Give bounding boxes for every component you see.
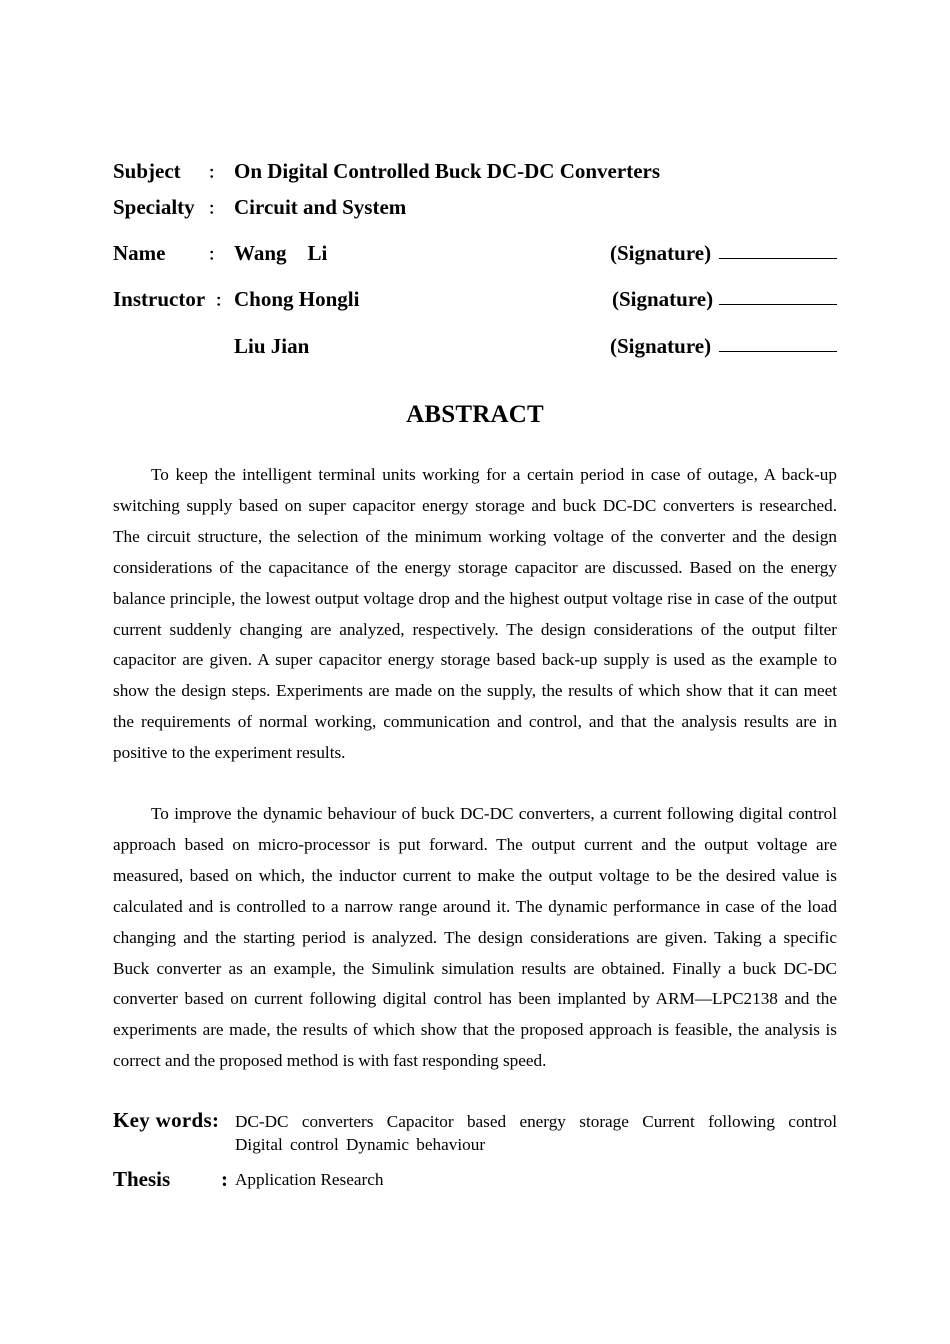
thesis-colon: :: [221, 1167, 228, 1191]
name-signature-line: [719, 240, 837, 259]
name-colon: ：: [208, 247, 225, 264]
instructor-colon: ：: [215, 293, 232, 310]
instructor-2-signature-line: [719, 333, 837, 352]
name-label: Name: [113, 241, 166, 265]
specialty-label: Specialty: [113, 195, 195, 219]
instructor-label: Instructor: [113, 287, 206, 311]
name-value: Wang Li: [234, 241, 328, 265]
abstract-paragraph-2: To improve the dynamic behaviour of buck DC-DC converters, a current following digital control approach based on micro-processor is put forward. The output current and the output voltage are measured, based on which, the inductor current to make the output voltage to be the desired value is calculated and is controlled to a narrow range around it. The dynamic performance in case of the load changing and the starting period is analyzed. The design considerations are given. Taking a specific Buck converter as an example, the Simulink simulation results are obtained. Finally a buck DC-DC converter based on current following digital control has been implanted by ARM—LPC2138 and the experiments are made, the results of which show that the proposed approach is feasible, the analysis is correct and the proposed method is with fast responding speed.: [113, 804, 837, 1071]
instructor-1-signature-label: (Signature): [612, 287, 714, 311]
abstract-title: ABSTRACT: [406, 401, 544, 428]
instructor-2-signature-label: (Signature): [610, 334, 712, 358]
thesis-value: Application Research: [235, 1170, 384, 1189]
thesis-label: Thesis: [113, 1167, 171, 1191]
keywords-label: Key words:: [113, 1108, 220, 1132]
thesis-row: [113, 1165, 837, 1195]
specialty-value: Circuit and System: [234, 195, 407, 219]
subject-value: On Digital Controlled Buck DC-DC Converters: [234, 159, 661, 183]
name-signature-label: (Signature): [610, 241, 712, 265]
instructor-value-2: Liu Jian: [234, 334, 310, 358]
specialty-colon: ：: [208, 201, 225, 218]
keywords-text: DC-DC converters Capacitor based energy storage Current following control Digital control Dynamic behaviour: [235, 1112, 837, 1154]
subject-colon: ：: [208, 165, 225, 182]
instructor-1-signature-line: [719, 286, 837, 305]
abstract-paragraph-1: To keep the intelligent terminal units working for a certain period in case of outage, A back-up switching supply based on super capacitor energy storage and buck DC-DC converters is researched. The circuit structure, the selection of the minimum working voltage of the converter and the design considerations of the capacitance of the energy storage capacitor are discussed. Based on the energy balance principle, the lowest output voltage drop and the highest output voltage rise in case of the output current suddenly changing are analyzed, respectively. The design considerations of the output filter capacitor are given. A super capacitor energy storage based back-up supply is used as the example to show the design steps. Experiments are made on the supply, the results of which show that it can meet the requirements of normal working, communication and control, and that the analysis results are in positive to the experiment results.: [113, 465, 837, 763]
subject-label: Subject: [113, 159, 181, 183]
instructor-value-1: Chong Hongli: [234, 287, 360, 311]
